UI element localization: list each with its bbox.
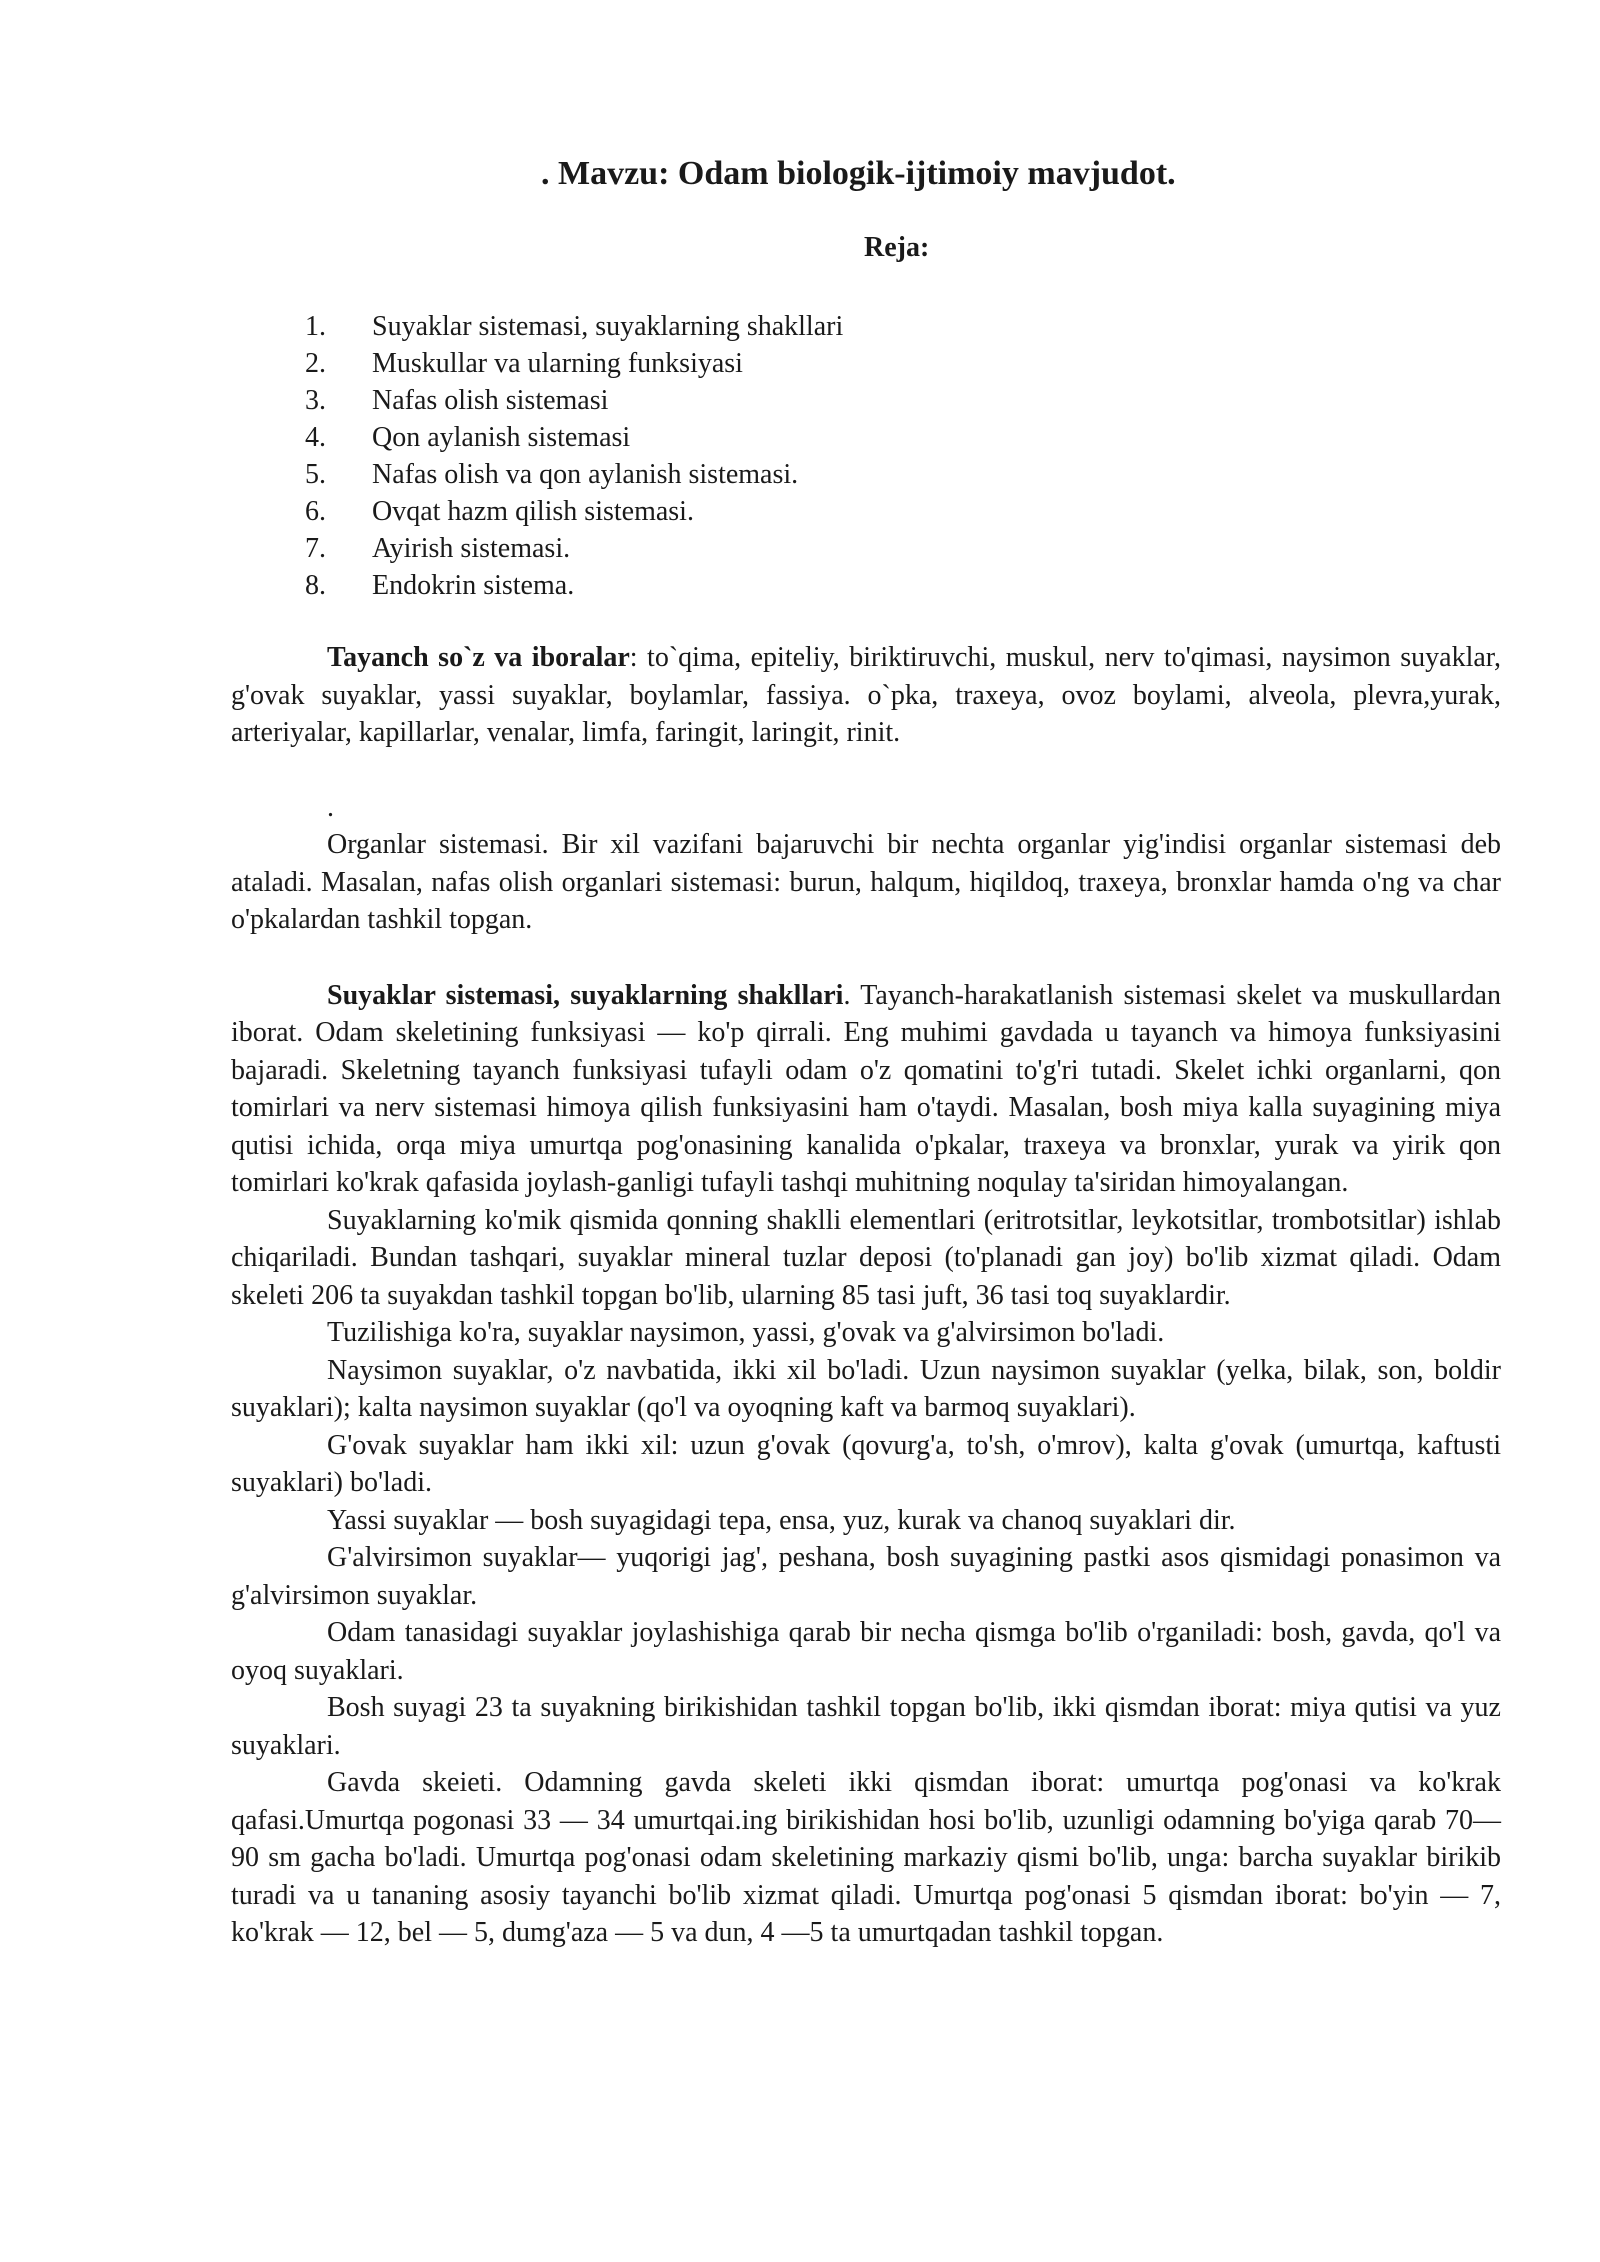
plan-item-number: 5. [305,459,326,490]
keywords-paragraph [231,639,1501,752]
plan-item-number: 4. [305,422,326,453]
plan-item [231,345,1501,382]
plan-item-text: Nafas olish sistemasi [372,385,609,416]
plan-item [231,308,1501,345]
document-page [231,150,1501,1952]
plan-item-number: 2. [305,348,326,379]
plan-item-text: Qon aylanish sistemasi [372,422,631,453]
body-paragraph: Tuzilishiga ko'ra, suyaklar naysimon, yassi, g'ovak va g'alvirsimon bo'ladi. [327,1317,1165,1348]
organ-systems-paragraph: Organlar sistemasi. Bir xil vazifani bajaruvchi bir nechta organlar yig'indisi organlar sistemasi deb ataladi. Masalan, nafas olish organlari sistemasi: burun, halqum, hiqildoq, traxeya, bronxlar hamda o'ng va char o'pkalardan tashkil topgan. [231,829,1501,935]
plan-item [231,493,1501,530]
plan-item [231,567,1501,604]
page-title: . Mavzu: Odam biologik-ijtimoiy mavjudot. [541,155,1176,192]
body-paragraph: Bosh suyagi 23 ta suyakning birikishidan tashkil topgan bo'lib, ikki qismdan iborat: miya qutisi va yuz suyaklari. [231,1692,1501,1761]
plan-item [231,419,1501,456]
plan-item-text: Endokrin sistema. [372,570,575,601]
body-paragraph: G'ovak suyaklar ham ikki xil: uzun g'ovak (qovurg'a, to'sh, o'mrov), kalta g'ovak (umurtqa, kaftusti suyaklari) bo'ladi. [231,1429,1501,1498]
plan-heading: Reja: [864,232,930,263]
body-paragraph: Naysimon suyaklar, o'z navbatida, ikki xil bo'ladi. Uzun naysimon suyaklar (yelka, bilak, son, boldir suyaklari); kalta naysimon suyaklar (qo'l va oyoqning kaft va barmoq suyaklari). [231,1354,1501,1423]
body-paragraph: G'alvirsimon suyaklar— yuqorigi jag', peshana, bosh suyagining pastki asos qismidagi ponasimon va g'alvirsimon suyaklar. [231,1542,1501,1611]
plan-item-number: 8. [305,570,326,601]
plan-item-text: Muskullar va ularning funksiyasi [372,348,743,379]
section-heading: Suyaklar sistemasi, suyaklarning shakllari [327,979,844,1011]
plan-item-number: 7. [305,533,326,564]
keywords-label: Tayanch so`z va iboralar [327,642,630,673]
plan-item-number: 6. [305,496,326,527]
body-paragraph: Suyaklarning ko'mik qismida qonning shaklli elementlari (eritrotsitlar, leykotsitlar, trombotsitlar) ishlab chiqariladi. Bundan tashqari, suyaklar mineral tuzlar deposi (to'planadi gan joy) bo'lib xizmat qiladi. Odam skeleti 206 ta suyakdan tashkil topgan bo'lib, ularning 85 tasi juft, 36 tasi toq suyaklardir. [231,1204,1501,1311]
plan-item-text: Ayirish sistemasi. [372,533,571,564]
plan-list [231,308,1501,604]
body-paragraph: Yassi suyaklar — bosh suyagidagi tepa, ensa, yuz, kurak va chanoq suyaklari dir. [327,1504,1236,1536]
body-paragraph: Odam tanasidagi suyaklar joylashishiga qarab bir necha qismga bo'lib o'rganiladi: bosh, gavda, qo'l va oyoq suyaklari. [231,1617,1501,1686]
plan-item [231,382,1501,419]
section-intro-paragraph [231,977,1501,1202]
body-paragraph: Gavda skeieti. Odamning gavda skeleti ikki qismdan iborat: umurtqa pog'onasi va ko'krak qafasi.Umurtqa pogonasi 33 — 34 umurtqai.ing birikishidan hosi bo'lib, uzunligi odamning bo'yiga qarab 70—90 sm gacha bo'ladi. Umurtqa pog'onasi odam skeletining markaziy qismi bo'lib, unga: barcha suyaklar birikib turadi va u tananing asosiy tayanchi bo'lib xizmat qiladi. Umurtqa pog'onasi 5 qismdan iborat: bo'yin — 7, ko'krak — 12, bel — 5, dumg'aza — 5 va dun, 4 —5 ta umurtqadan tashkil topgan. [231,1767,1501,1948]
plan-item-text: Suyaklar sistemasi, suyaklarning shakllari [372,311,844,342]
keywords-text: : to`qima, epiteliy, biriktiruvchi, muskul, nerv to'qimasi, naysimon suyaklar, g'ovak suyaklar, yassi suyaklar, boylamlar, fassiya. o`pka, traxeya, ovoz boylami, alveola, plevra,yurak, arteriyalar, kapillarlar, venalar, limfa, faringit, laringit, rinit. [231,642,1501,748]
plan-item-text: Nafas olish va qon aylanish sistemasi. [372,459,799,490]
section-intro-text: . Tayanch-harakatlanish sistemasi skelet va muskullardan iborat. Odam skeletining funksiyasi — ko'p qirrali. Eng muhimi gavdada u tayanch va himoya funksiyasini bajaradi. Skeletning tayanch funksiyasi tufayli odam o'z qomatini to'g'ri tutadi. Skelet ichki organlarni, qon tomirlari va nerv sistemasi himoya qilish funksiyasini ham o'taydi. Masalan, bosh miya kalla suyagining miya qutisi ichida, orqa miya umurtqa pog'onasining kanalida o'pkalar, traxeya va bronxlar, yurak va yirik qon tomirlari ko'krak qafasida joylash-ganligi tufayli tashqi muhitning noqulay ta'siridan himoyalangan. [231,979,1501,1198]
plan-item-text: Ovqat hazm qilish sistemasi. [372,496,694,527]
plan-item-number: 1. [305,311,326,342]
plan-item-number: 3. [305,385,326,416]
plan-item [231,530,1501,567]
stray-dot: . [327,791,334,823]
plan-item [231,456,1501,493]
